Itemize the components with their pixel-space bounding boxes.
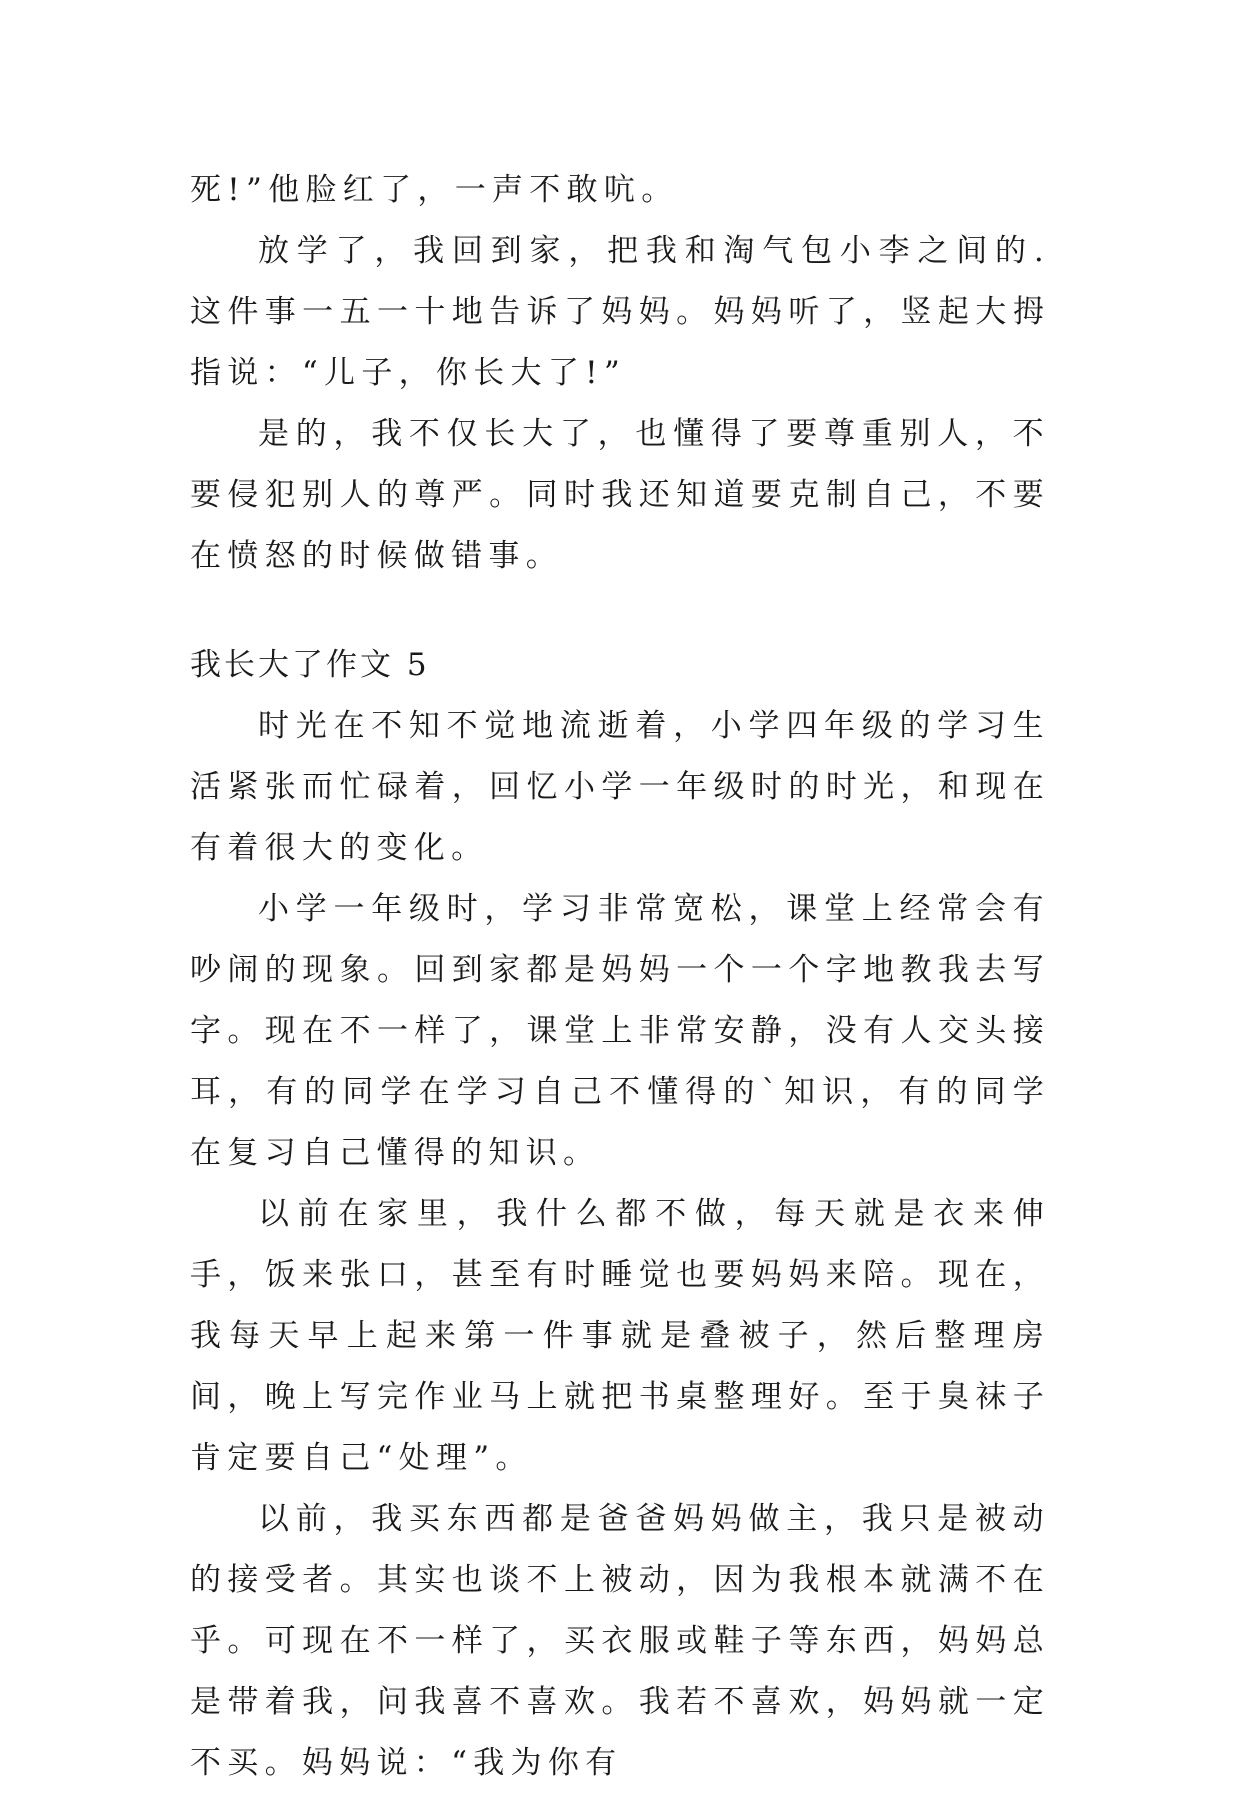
paragraph: 小学一年级时，学习非常宽松，课堂上经常会有吵闹的现象。回到家都是妈妈一个一个字地教我去写字。现在不一样了，课堂上非常安静，没有人交头接耳，有的同学在学习自己不懂得的`知识，有的同学在复习自己懂得的知识。	[190, 891, 1050, 1171]
section-title: 我长大了作文 5	[190, 647, 430, 683]
paragraph-continuation: 死!”他脸红了，一声不敢吭。	[190, 172, 679, 208]
paragraph: 时光在不知不觉地流逝着，小学四年级的学习生活紧张而忙碌着，回忆小学一年级时的时光，和现在有着很大的变化。	[190, 708, 1050, 866]
document-body	[190, 160, 1050, 1794]
paragraph: 是的，我不仅长大了，也懂得了要尊重别人，不要侵犯别人的尊严。同时我还知道要克制自己，不要在愤怒的时候做错事。	[190, 416, 1050, 574]
paragraph: 以前在家里，我什么都不做，每天就是衣来伸手，饭来张口，甚至有时睡觉也要妈妈来陪。现在，我每天早上起来第一件事就是叠被子，然后整理房间，晚上写完作业马上就把书桌整理好。至于臭袜子肯定要自己“处理”。	[190, 1196, 1050, 1476]
paragraph: 以前，我买东西都是爸爸妈妈做主，我只是被动的接受者。其实也谈不上被动，因为我根本就满不在乎。可现在不一样了，买衣服或鞋子等东西，妈妈总是带着我，问我喜不喜欢。我若不喜欢，妈妈就一定不买。妈妈说：“我为你有	[190, 1501, 1050, 1781]
paragraph: 放学了，我回到家，把我和淘气包小李之间的.这件事一五一十地告诉了妈妈。妈妈听了，竖起大拇指说：“儿子，你长大了!”	[190, 233, 1050, 391]
